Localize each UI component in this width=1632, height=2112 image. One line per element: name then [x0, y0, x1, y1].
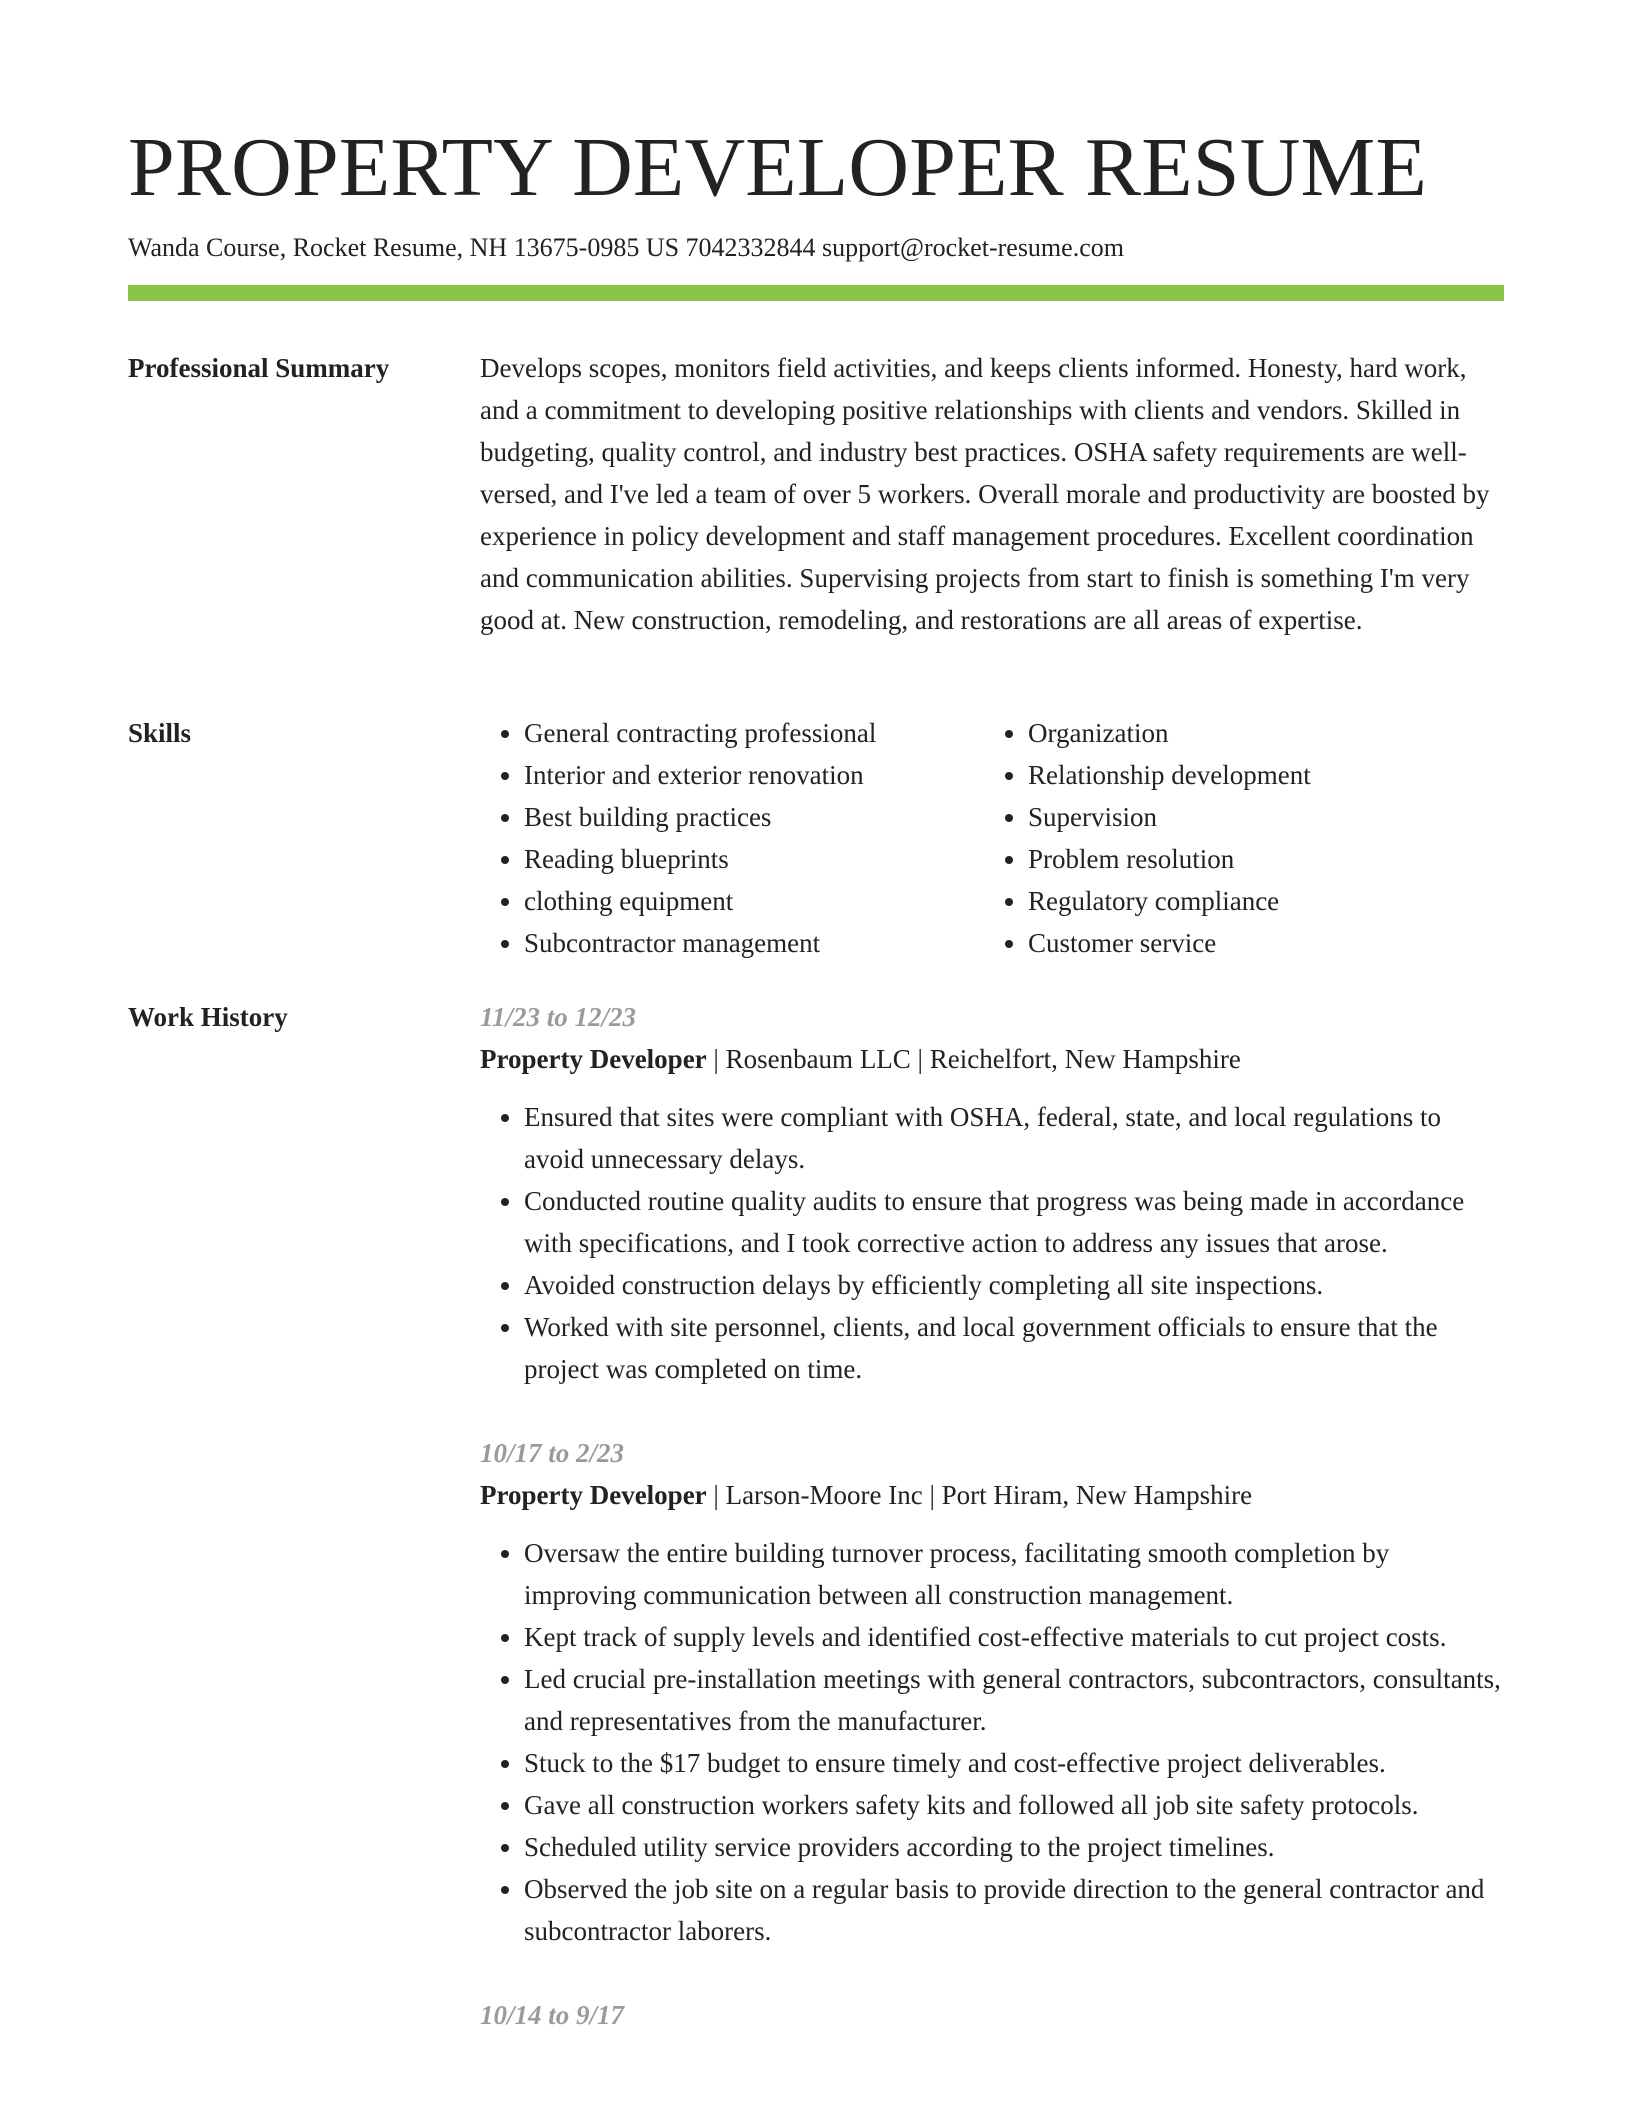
skills-columns	[480, 712, 1504, 964]
skill-item: • Problem resolution	[1028, 838, 1488, 880]
skill-item: • Best building practices	[524, 796, 984, 838]
skill-item: • Organization	[1028, 712, 1488, 754]
skill-item: • Interior and exterior renovation	[524, 754, 984, 796]
job-bullets	[480, 1532, 1504, 1952]
job-bullet: • Stuck to the $17 budget to ensure timely and cost-effective project deliverables.	[524, 1742, 1504, 1784]
job-bullet: • Conducted routine quality audits to ensure that progress was being made in accordance with specifications, and I took corrective action to address any issues that arose.	[524, 1180, 1504, 1264]
job-dates: 10/14 to 9/17	[480, 2000, 625, 2030]
job-bullet: • Scheduled utility service providers according to the project timelines.	[524, 1826, 1504, 1868]
skills-body	[480, 712, 1504, 964]
job-heading	[480, 1038, 1504, 1080]
skill-item: • Relationship development	[1028, 754, 1488, 796]
skills-list-left	[480, 712, 984, 964]
summary-body	[480, 347, 1504, 641]
summary-label: Professional Summary	[128, 353, 390, 383]
job-details: | Rosenbaum LLC | Reichelfort, New Hampshire	[706, 1044, 1241, 1074]
job-bullet: • Observed the job site on a regular basis to provide direction to the general contractor and subcontractor laborers.	[524, 1868, 1504, 1952]
job-title: Property Developer	[480, 1044, 707, 1074]
skill-item: • Customer service	[1028, 922, 1488, 964]
summary-text: Develops scopes, monitors field activities, and keeps clients informed. Honesty, hard work, and a commitment to developing positive relationships with clients and vendors. Skilled in budgeting, quality control, and industry best practices. OSHA safety requirements are well-versed, and I've led a team of over 5 workers. Overall morale and productivity are boosted by experience in policy development and staff management procedures. Excellent coordination and communication abilities. Supervising projects from start to finish is something I'm very good at. New construction, remodeling, and restorations are all areas of expertise.	[480, 353, 1490, 635]
skills-label: Skills	[128, 718, 192, 748]
job-heading	[480, 1474, 1504, 1516]
job-bullet: • Kept track of supply levels and identified cost-effective materials to cut project costs.	[524, 1616, 1504, 1658]
job-bullet: • Worked with site personnel, clients, and local government officials to ensure that the project was completed on time.	[524, 1306, 1504, 1390]
contact-line: Wanda Course, Rocket Resume, NH 13675-0985 US 7042332844 support@rocket-resume.com	[128, 233, 1124, 262]
job-bullet: • Oversaw the entire building turnover process, facilitating smooth completion by improving communication between all construction management.	[524, 1532, 1504, 1616]
work-history-body	[480, 996, 1504, 2036]
skill-item: • Supervision	[1028, 796, 1488, 838]
header-divider	[128, 285, 1504, 301]
job-dates: 10/17 to 2/23	[480, 1438, 625, 1468]
job-bullet: • Gave all construction workers safety kits and followed all job site safety protocols.	[524, 1784, 1504, 1826]
job-bullets	[480, 1096, 1504, 1390]
skill-item: • Reading blueprints	[524, 838, 984, 880]
resume-title: PROPERTY DEVELOPER RESUME	[128, 121, 1427, 214]
work-history-label: Work History	[128, 1002, 288, 1032]
skill-item: • Regulatory compliance	[1028, 880, 1488, 922]
job-entry	[480, 1432, 1504, 1952]
skills-list-right	[984, 712, 1488, 964]
skill-item: • Subcontractor management	[524, 922, 984, 964]
job-dates: 11/23 to 12/23	[480, 1002, 637, 1032]
job-title: Property Developer	[480, 1480, 707, 1510]
job-bullet: • Avoided construction delays by efficiently completing all site inspections.	[524, 1264, 1504, 1306]
job-bullet: • Ensured that sites were compliant with OSHA, federal, state, and local regulations to avoid unnecessary delays.	[524, 1096, 1504, 1180]
skill-item: • General contracting professional	[524, 712, 984, 754]
job-details: | Larson-Moore Inc | Port Hiram, New Hampshire	[706, 1480, 1253, 1510]
skill-item: • clothing equipment	[524, 880, 984, 922]
job-entry	[480, 1994, 1504, 2036]
job-entry	[480, 996, 1504, 1390]
job-bullet: • Led crucial pre-installation meetings with general contractors, subcontractors, consultants, and representatives from the manufacturer.	[524, 1658, 1504, 1742]
